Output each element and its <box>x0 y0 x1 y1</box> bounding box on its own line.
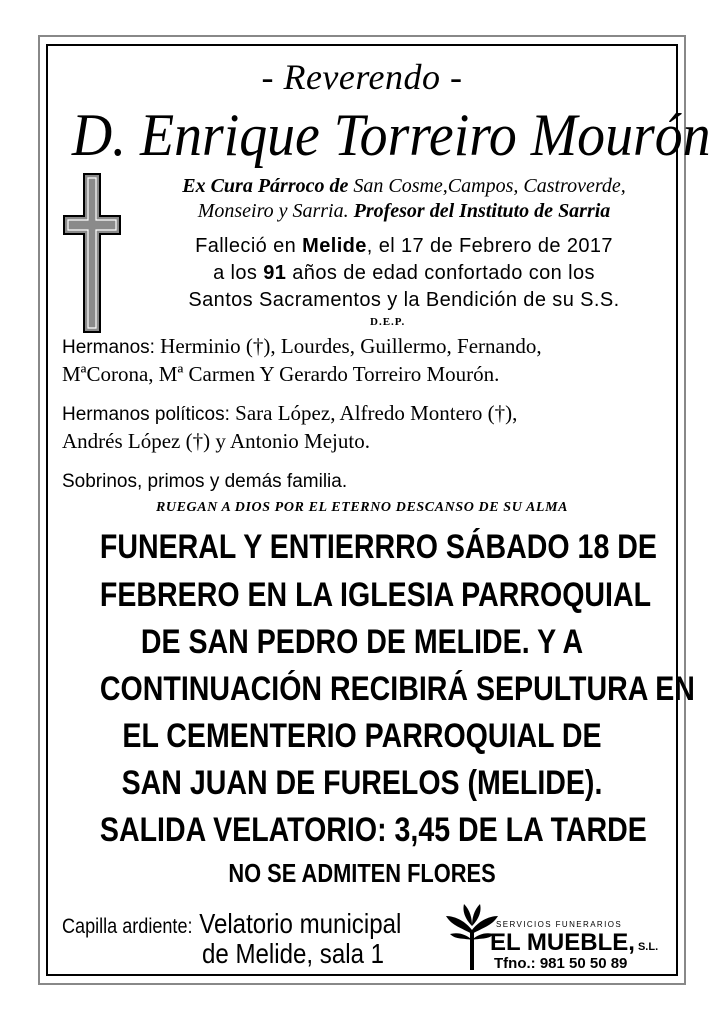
chapel-label: Capilla ardiente: <box>62 915 193 938</box>
death-line-2 <box>140 262 668 285</box>
intro-line-1 <box>140 175 668 198</box>
no-flowers: NO SE ADMITEN FLORES <box>228 858 496 888</box>
intro-line-2 <box>140 200 668 223</box>
chapel-line-1 <box>62 908 401 940</box>
siblings-line-2: MªCorona, Mª Carmen Y Gerardo Torreiro Mourón. <box>62 362 500 386</box>
age-post: años de edad confortado con los <box>286 262 595 284</box>
deceased-name: D. Enrique Torreiro Mourón <box>71 102 711 168</box>
siblings-line-1 <box>62 334 542 359</box>
inlaws-label: Hermanos políticos: <box>62 404 230 425</box>
funeral-line: SAN JUAN DE FURELOS (MELIDE). <box>121 764 603 802</box>
death-date: , el 17 de Febrero de 2017 <box>366 235 613 257</box>
chapel-line-2: de Melide, sala 1 <box>202 938 385 969</box>
honorific: - Reverendo - <box>261 57 463 97</box>
inlaws-line-2: Andrés López (†) y Antonio Mejuto. <box>62 429 370 453</box>
age-pre: a los <box>213 262 264 284</box>
funeral-line: FUNERAL Y ENTIERRRO SÁBADO 18 DE <box>99 528 657 566</box>
parishes-1: San Cosme,Campos, Castroverde, <box>348 175 626 197</box>
inlaws-1: Sara López, Alfredo Montero (†), <box>229 401 518 425</box>
other-family <box>62 468 347 493</box>
death-place: Melide <box>302 235 367 257</box>
died-pre: Falleció en <box>195 235 303 257</box>
others: Sobrinos, primos y demás familia. <box>62 471 348 492</box>
brand: EL MUEBLE, <box>490 929 635 956</box>
funeral-line: SALIDA VELATORIO: 3,45 DE LA TARDE <box>99 811 647 849</box>
brand-name <box>490 929 658 957</box>
siblings-1: Herminio (†), Lourdes, Guillermo, Fernando, <box>154 334 542 358</box>
death-line-1 <box>140 235 668 258</box>
ruegan-line: RUEGAN A DIOS POR EL ETERNO DESCANSO DE SU ALMA <box>155 500 569 515</box>
funeral-line: CONTINUACIÓN RECIBIRÁ SEPULTURA EN <box>99 670 695 708</box>
brand-suffix: S.L. <box>634 941 659 953</box>
siblings-label: Hermanos: <box>62 337 155 358</box>
parishes-2: Monseiro y Sarria. <box>197 200 349 222</box>
funeral-line: FEBRERO EN LA IGLESIA PARROQUIAL <box>99 576 652 614</box>
inlaws-line-1 <box>62 401 517 426</box>
services-label: SERVICIOS FUNERARIOS <box>496 920 623 929</box>
funeral-line: EL CEMENTERIO PARROQUIAL DE <box>122 717 602 755</box>
professor: Profesor del Instituto de Sarria <box>348 200 611 222</box>
age: 91 <box>263 262 287 284</box>
funeral-line: DE SAN PEDRO DE MELIDE. Y A <box>140 623 584 661</box>
chapel-value-1: Velatorio municipal <box>192 908 402 939</box>
cross-icon <box>62 172 122 334</box>
dep: D.E.P. <box>370 316 406 328</box>
role-label: Ex Cura Párroco de <box>182 175 349 197</box>
phone: Tfno.: 981 50 50 89 <box>494 955 628 972</box>
funeral-home-logo <box>444 900 674 976</box>
death-line-3: Santos Sacramentos y la Bendición de su S.S. <box>188 289 620 311</box>
